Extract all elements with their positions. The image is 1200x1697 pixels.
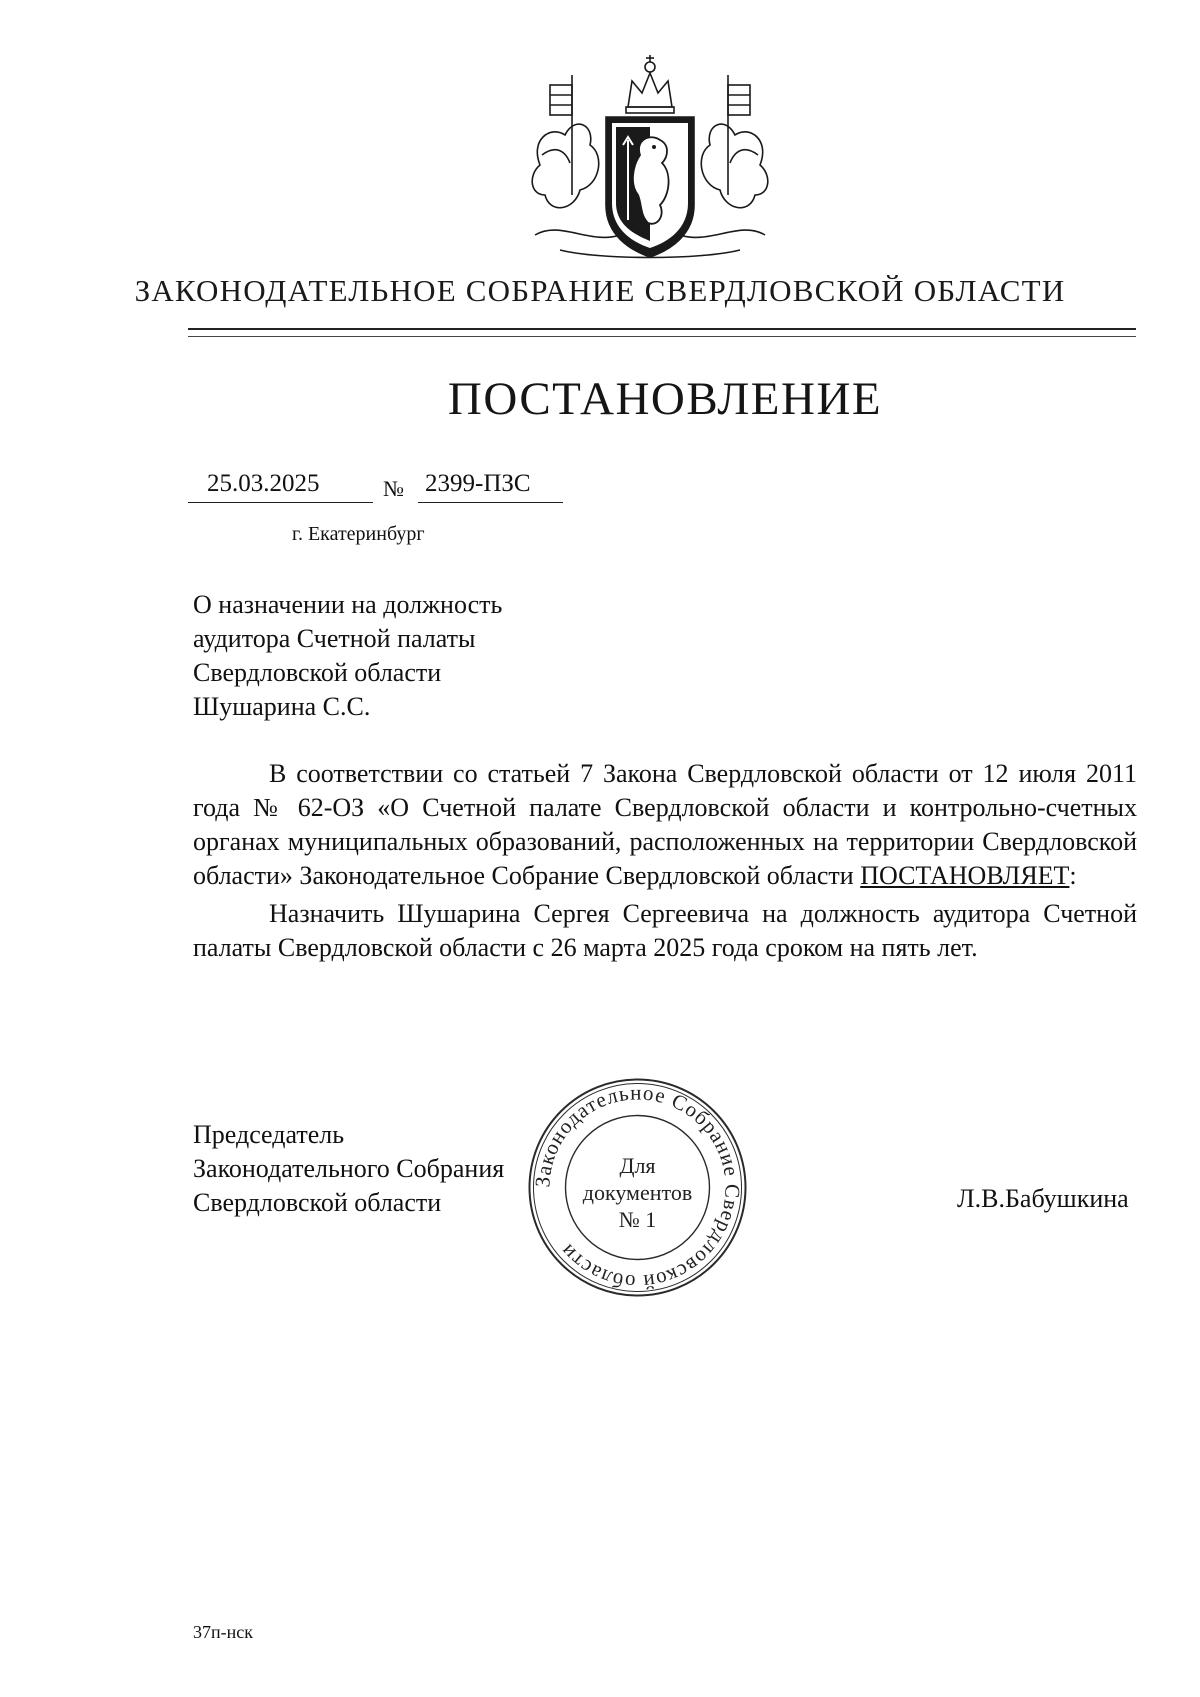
subject-line: аудитора Счетной палаты (193, 624, 476, 653)
document-number: 2399-ПЗС (425, 470, 531, 497)
stamp-center-line: № 1 (618, 1207, 657, 1232)
paragraph-tail: : (1069, 861, 1077, 890)
body-paragraph (193, 757, 1137, 893)
header-divider (188, 328, 1136, 330)
stamp-center-line: Для (619, 1153, 656, 1178)
document-type-title: ПОСТАНОВЛЕНИЕ (447, 373, 883, 425)
body-paragraph: Назначить Шушарина Сергея Сергеевича на должность аудитора Счетной палаты Свердловской области с 26 марта 2025 года сроком на пять лет. (193, 899, 1137, 962)
document-subject (193, 588, 502, 724)
position-line: Законодательного Собрания (193, 1154, 505, 1183)
position-line: Свердловской области (193, 1188, 442, 1217)
subject-line: Шушарина С.С. (193, 692, 371, 721)
stamp-ring-text: Законодательное Собрание Свердловской области (530, 1080, 745, 1295)
stamp-center-line: документов (582, 1180, 693, 1205)
footer-code: 37п-нск (193, 1622, 253, 1642)
decree-word: ПОСТАНОВЛЯЕТ (860, 861, 1070, 890)
signatory-name: Л.В.Бабушкина (957, 1184, 1129, 1213)
organization-name: ЗАКОНОДАТЕЛЬНОЕ СОБРАНИЕ СВЕРДЛОВСКОЙ ОБЛАСТИ (134, 273, 1066, 308)
signatory-position (193, 1118, 504, 1220)
subject-line: О назначении на должность (193, 590, 503, 619)
paragraph-lead: В соответствии со статьей 7 Закона Свердловской области от 12 июля 2011 года № 62-ОЗ «О Счетной палате Свердловской области и контрольно-счетных органах муниципальных образований, расположенных на территории Свердловской области» Законодательное Собрание Свердловской области (193, 759, 1137, 890)
date-underline (188, 502, 373, 503)
header-divider-thin (188, 336, 1136, 337)
position-line: Председатель (193, 1120, 345, 1149)
subject-line: Свердловской области (193, 658, 442, 687)
official-stamp (525, 1075, 750, 1300)
document-body (193, 757, 1137, 965)
document-city: г. Екатеринбург (292, 523, 425, 545)
number-sign: № (383, 476, 404, 501)
number-underline (418, 502, 563, 503)
document-date: 25.03.2025 (207, 470, 320, 497)
coat-of-arms-emblem (520, 45, 780, 270)
